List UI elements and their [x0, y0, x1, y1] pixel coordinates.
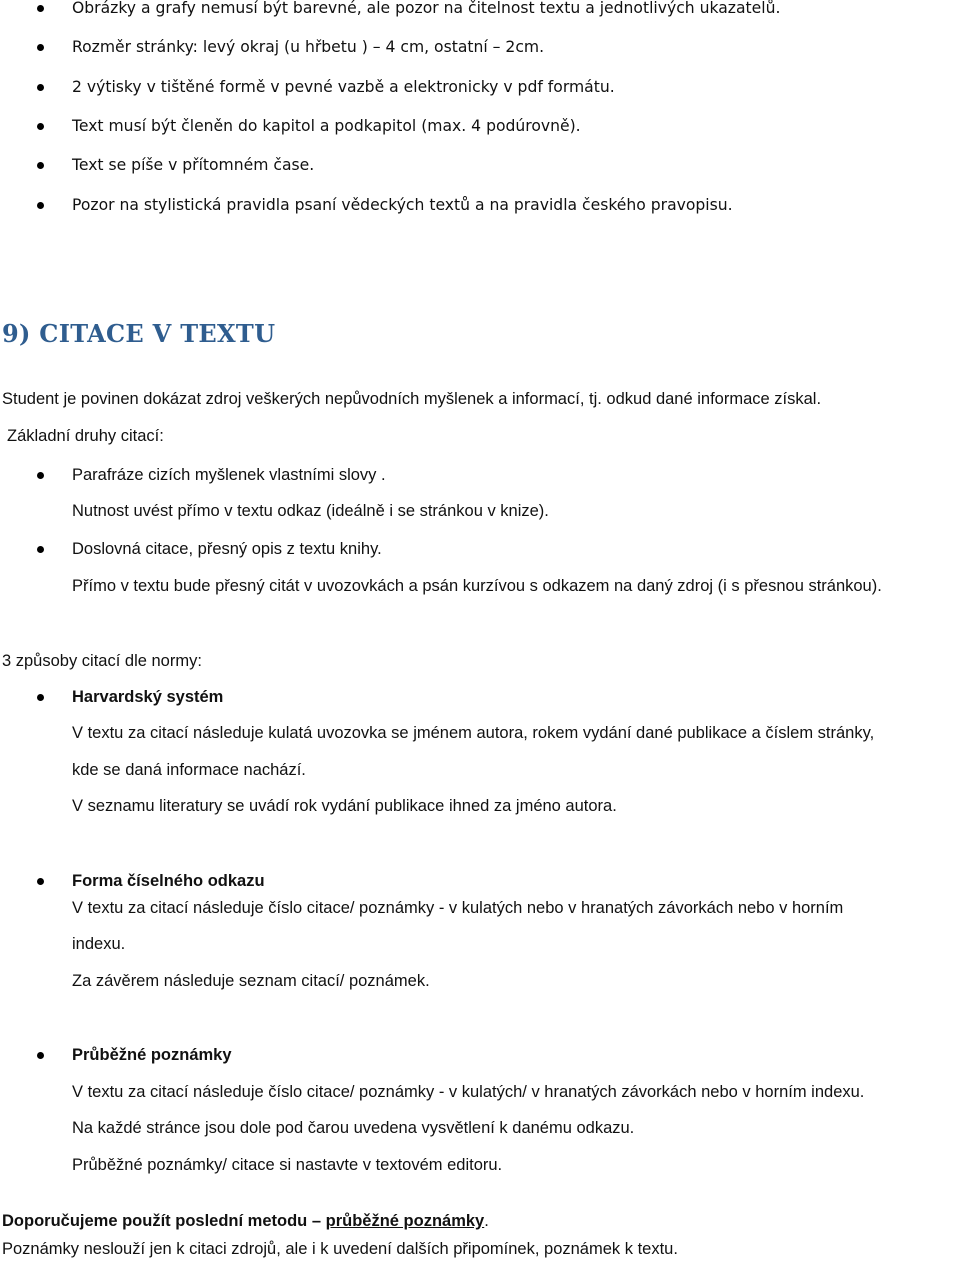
harvard-text: kde se daná informace nachází.	[72, 761, 306, 779]
final-note: Poznámky neslouží jen k citaci zdrojů, ale i k uvedení dalších připomínek, poznámek k textu.	[2, 1240, 678, 1258]
bullet	[37, 44, 44, 51]
bullet	[37, 202, 44, 209]
bullet	[37, 878, 44, 885]
numeric-text: V textu za citací následuje číslo citace/ poznámky - v kulatých nebo v hranatých závorkách nebo v horním	[72, 899, 844, 917]
recommendation-suffix: .	[484, 1212, 489, 1230]
bullet	[37, 694, 44, 701]
section-heading: 9) CITACE V TEXTU	[2, 319, 276, 348]
harvard-text: V seznamu literatury se uvádí rok vydání publikace ihned za jméno autora.	[72, 797, 617, 815]
numeric-text: Za závěrem následuje seznam citací/ poznámek.	[72, 972, 430, 990]
footnotes-text: Průběžné poznámky/ citace si nastavte v textovém editoru.	[72, 1156, 503, 1174]
citation-type-title: Doslovná citace, přesný opis z textu knihy.	[72, 540, 382, 558]
recommendation	[2, 1211, 489, 1231]
numeric-title: Forma číselného odkazu	[72, 872, 265, 890]
types-label: Základní druhy citací:	[7, 427, 164, 445]
list-item: Text se píše v přítomném čase.	[72, 156, 315, 174]
intro-paragraph: Student je povinen dokázat zdroj veškerých nepůvodních myšlenek a informací, tj. odkud dané informace získal.	[2, 390, 822, 408]
citation-type-desc: Nutnost uvést přímo v textu odkaz (ideálně i se stránkou v knize).	[72, 502, 549, 520]
bullet	[37, 84, 44, 91]
harvard-title: Harvardský systém	[72, 688, 224, 706]
bullet	[37, 1052, 44, 1059]
list-item: Pozor na stylistická pravidla psaní vědeckých textů a na pravidla českého pravopisu.	[72, 196, 733, 214]
citation-type-title: Parafráze cizích myšlenek vlastními slovy .	[72, 466, 386, 484]
bullet	[37, 546, 44, 553]
recommendation-prefix: Doporučujeme použít poslední metodu –	[2, 1212, 326, 1230]
list-item: Rozměr stránky: levý okraj (u hřbetu ) – 4 cm, ostatní – 2cm.	[72, 38, 545, 56]
numeric-text: indexu.	[72, 935, 126, 953]
list-item: Obrázky a grafy nemusí být barevné, ale pozor na čitelnost textu a jednotlivých ukazatelů.	[72, 0, 781, 17]
recommendation-method: průběžné poznámky	[325, 1212, 485, 1230]
methods-label: 3 způsoby citací dle normy:	[2, 652, 202, 670]
list-item: 2 výtisky v tištěné formě v pevné vazbě a elektronicky v pdf formátu.	[72, 78, 615, 96]
footnotes-title: Průběžné poznámky	[72, 1046, 232, 1064]
footnotes-text: Na každé stránce jsou dole pod čarou uvedena vysvětlení k danému odkazu.	[72, 1119, 635, 1137]
citation-type-desc: Přímo v textu bude přesný citát v uvozovkách a psán kurzívou s odkazem na daný zdroj (i s přesnou stránkou).	[72, 577, 882, 595]
bullet	[37, 472, 44, 479]
harvard-text: V textu za citací následuje kulatá uvozovka se jménem autora, rokem vydání dané publikace a číslem stránky,	[72, 724, 875, 742]
bullet	[37, 5, 44, 12]
bullet	[37, 123, 44, 130]
list-item: Text musí být členěn do kapitol a podkapitol (max. 4 podúrovně).	[72, 117, 581, 135]
footnotes-text: V textu za citací následuje číslo citace/ poznámky - v kulatých/ v hranatých závorkách nebo v horním indexu.	[72, 1083, 865, 1101]
bullet	[37, 162, 44, 169]
